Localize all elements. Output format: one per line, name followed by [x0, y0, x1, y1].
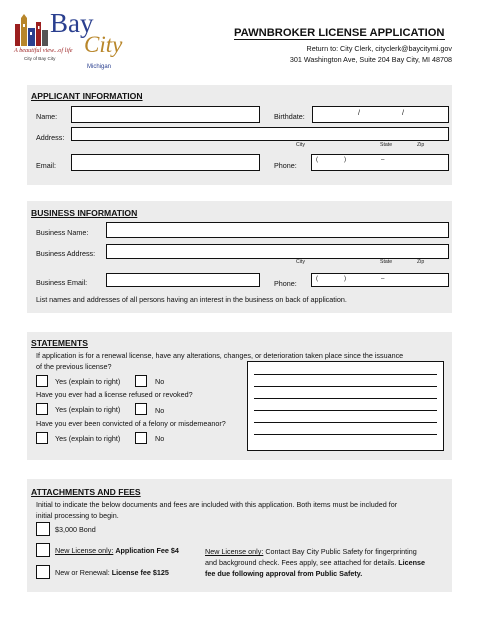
business-phone-open-paren: (: [316, 275, 319, 282]
business-interest-note: List names and addresses of all persons having an interest in the business on back of application.: [36, 295, 347, 304]
q3-no-label: No: [155, 434, 165, 443]
fingerprinting-note: [205, 546, 445, 579]
state-label: State: [380, 142, 393, 148]
business-heading: BUSINESS INFORMATION: [31, 208, 138, 218]
business-city-label: City: [296, 259, 305, 265]
business-phone-close-paren: ): [344, 275, 347, 282]
license-fee-amount: License fee $125: [111, 568, 169, 577]
felony-question: Have you ever been convicted of a felony or misdemeanor?: [36, 419, 226, 428]
explanation-line: [254, 410, 437, 411]
business-email-field[interactable]: [106, 273, 260, 287]
logo-subtitle: City of Bay City: [24, 56, 56, 61]
renewal-question-line1: If application is for a renewal license, have any alterations, changes, or deterioration taken place since the issuance: [36, 351, 404, 360]
business-phone-field[interactable]: [311, 273, 449, 287]
applicant-phone-field[interactable]: [311, 154, 449, 171]
statements-heading: STATEMENTS: [31, 338, 88, 348]
phone-dash: –: [381, 156, 385, 163]
q1-no-label: No: [155, 377, 165, 386]
zip-label: Zip: [417, 142, 425, 148]
fingerprinting-line2-bold: License: [396, 558, 426, 567]
city-logo: [12, 8, 124, 84]
phone-close-paren: ): [344, 156, 347, 163]
fingerprinting-line2: and background check. Fees apply, see attached for details.: [205, 558, 397, 567]
q3-yes-checkbox[interactable]: [36, 432, 48, 444]
city-label: City: [296, 142, 305, 148]
business-name-label: Business Name:: [36, 228, 89, 237]
return-to-line: Return to: City Clerk, cityclerk@baycitymi.gov: [306, 44, 452, 53]
q2-no-checkbox[interactable]: [135, 403, 147, 415]
application-fee-prefix: New License only:: [55, 546, 114, 555]
attachments-heading: ATTACHMENTS AND FEES: [31, 487, 141, 497]
business-phone-dash: –: [381, 275, 385, 282]
logo-word-bay: Bay: [50, 8, 94, 38]
form-title: PAWNBROKER LICENSE APPLICATION: [234, 27, 445, 39]
applicant-heading: APPLICANT INFORMATION: [31, 91, 143, 101]
birthdate-separator-2: /: [402, 108, 404, 117]
attachments-intro-line2: initial processing to begin.: [36, 511, 119, 520]
applicant-email-field[interactable]: [71, 154, 260, 171]
birthdate-field[interactable]: [312, 106, 449, 123]
phone-label: Phone:: [274, 161, 297, 170]
explanation-line: [254, 386, 437, 387]
business-address-field[interactable]: [106, 244, 449, 259]
address-line: 301 Washington Ave, Suite 204 Bay City, MI 48708: [289, 55, 452, 64]
renewal-question-line2: of the previous license?: [36, 362, 112, 371]
q1-yes-checkbox[interactable]: [36, 375, 48, 387]
explanation-line: [254, 398, 437, 399]
q2-no-label: No: [155, 406, 165, 415]
birthdate-separator-1: /: [358, 108, 360, 117]
application-fee-initial-box[interactable]: [36, 543, 50, 557]
q2-yes-label: Yes (explain to right): [55, 405, 121, 414]
business-name-field[interactable]: [106, 222, 449, 238]
attachments-intro-line1: Initial to indicate the below documents and fees are included with this application. Both items must be included for: [36, 500, 398, 509]
explanation-box[interactable]: [247, 361, 444, 451]
explanation-line: [254, 374, 437, 375]
q1-no-checkbox[interactable]: [135, 375, 147, 387]
email-label: Email:: [36, 161, 56, 170]
q3-yes-label: Yes (explain to right): [55, 434, 121, 443]
name-label: Name:: [36, 112, 58, 121]
business-state-label: State: [380, 259, 393, 265]
license-fee-initial-box[interactable]: [36, 565, 50, 579]
address-label: Address:: [36, 133, 65, 142]
explanation-line: [254, 434, 437, 435]
birthdate-label: Birthdate:: [274, 112, 305, 121]
logo-state: Michigan: [87, 64, 112, 70]
applicant-address-field[interactable]: [71, 127, 449, 141]
logo-tagline: A beautiful view...of life: [14, 47, 73, 54]
q2-yes-checkbox[interactable]: [36, 403, 48, 415]
fingerprinting-line3: fee due following approval from Public Safety.: [205, 569, 363, 578]
q1-yes-label: Yes (explain to right): [55, 377, 121, 386]
bond-label: $3,000 Bond: [55, 525, 96, 534]
q3-no-checkbox[interactable]: [135, 432, 147, 444]
logo-word-city: City: [84, 32, 123, 57]
application-fee-label: [55, 546, 179, 555]
refused-question: Have you ever had a license refused or revoked?: [36, 390, 193, 399]
business-zip-label: Zip: [417, 259, 425, 265]
applicant-name-field[interactable]: [71, 106, 260, 123]
bond-initial-box[interactable]: [36, 522, 50, 536]
business-email-label: Business Email:: [36, 278, 88, 287]
license-fee-label: [55, 568, 169, 577]
fingerprinting-prefix: New License only:: [205, 547, 264, 556]
phone-open-paren: (: [316, 156, 319, 163]
license-fee-prefix: New or Renewal:: [55, 568, 110, 577]
explanation-line: [254, 422, 437, 423]
business-phone-label: Phone:: [274, 279, 297, 288]
application-fee-amount: Application Fee $4: [115, 546, 179, 555]
business-address-label: Business Address:: [36, 249, 96, 258]
fingerprinting-line1: Contact Bay City Public Safety for fingerprinting: [263, 547, 417, 556]
